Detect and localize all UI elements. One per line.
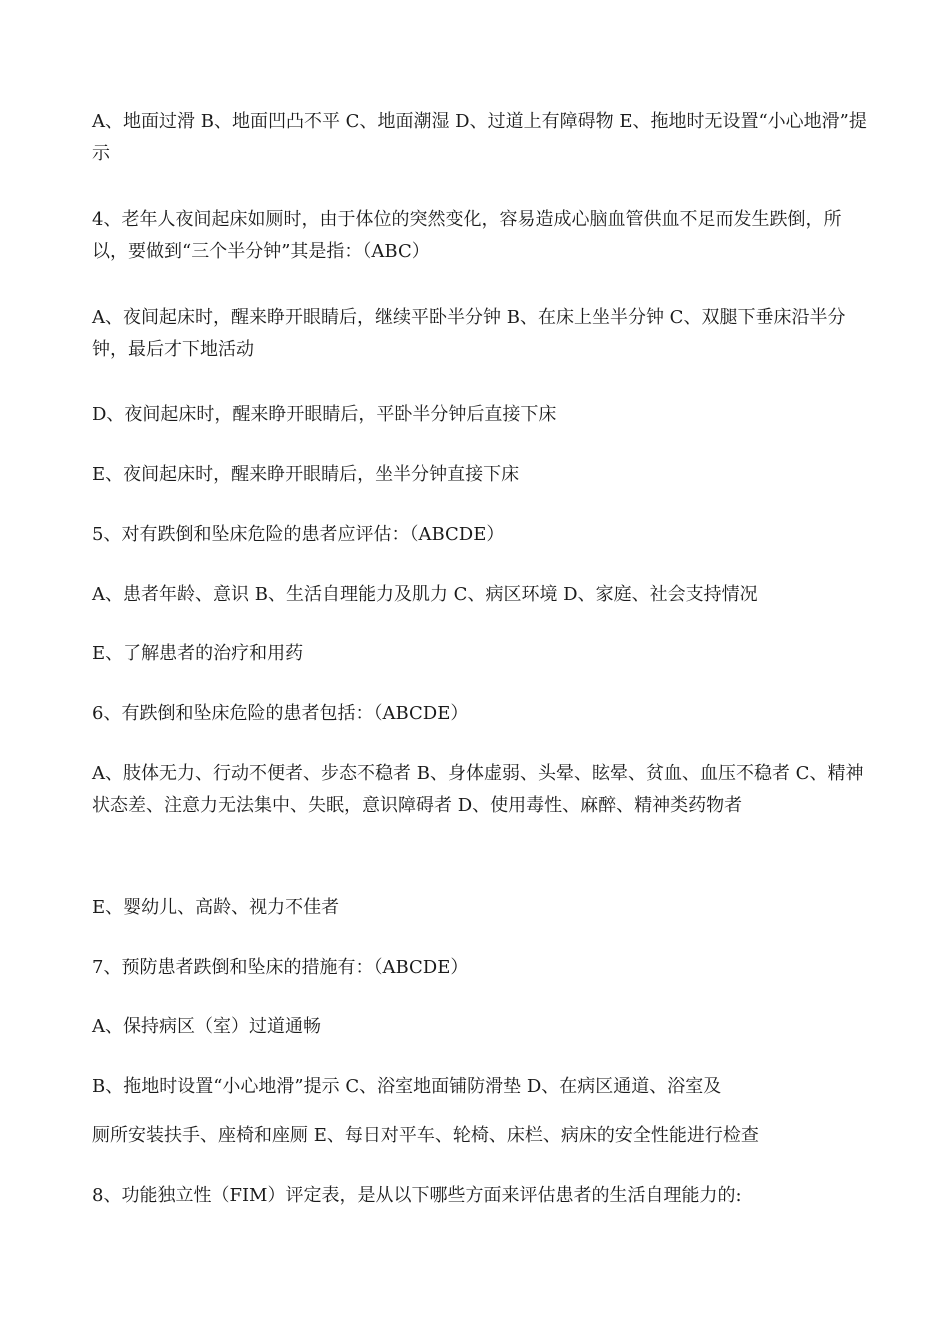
paragraph-15: 厕所安装扶手、座椅和座厕 E、每日对平车、轮椅、床栏、病床的安全性能进行检查	[92, 1125, 759, 1146]
paragraph-2: 4、老年人夜间起床如厕时，由于体位的突然变化，容易造成心脑血管供血不足而发生跌倒，所以，要做到“三个半分钟”其是指：（ABC）	[92, 209, 842, 262]
paragraph-14: B、拖地时设置“小心地滑”提示 C、浴室地面铺防滑垫 D、在病区通道、浴室及	[92, 1076, 722, 1097]
paragraph-3: A、夜间起床时，醒来睁开眼睛后，继续平卧半分钟 B、在床上坐半分钟 C、双腿下垂床沿半分钟，最后才下地活动	[92, 307, 846, 360]
paragraph-10: A、肢体无力、行动不便者、步态不稳者 B、身体虚弱、头晕、眩晕、贫血、血压不稳者 C、精神状态差、注意力无法集中、失眠，意识障碍者 D、使用毒性、麻醉、精神类药物者	[92, 763, 864, 816]
paragraph-5: E、夜间起床时，醒来睁开眼睛后，坐半分钟直接下床	[92, 464, 520, 485]
paragraph-16: 8、功能独立性（FIM）评定表，是从以下哪些方面来评估患者的生活自理能力的:	[92, 1185, 742, 1206]
paragraph-8: E、了解患者的治疗和用药	[92, 643, 304, 664]
paragraph-9: 6、有跌倒和坠床危险的患者包括：（ABCDE）	[92, 703, 469, 724]
paragraph-6: 5、对有跌倒和坠床危险的患者应评估：（ABCDE）	[92, 524, 505, 545]
paragraph-7: A、患者年龄、意识 B、生活自理能力及肌力 C、病区环境 D、家庭、社会支持情况	[92, 584, 758, 605]
paragraph-12: 7、预防患者跌倒和坠床的措施有：（ABCDE）	[92, 957, 469, 978]
paragraph-13: A、保持病区（室）过道通畅	[92, 1016, 321, 1037]
paragraph-11: E、婴幼儿、高龄、视力不佳者	[92, 897, 340, 918]
paragraph-1: A、地面过滑 B、地面凹凸不平 C、地面潮湿 D、过道上有障碍物 E、拖地时无设置“小心地滑”提示	[92, 111, 867, 164]
paragraph-4: D、夜间起床时，醒来睁开眼睛后，平卧半分钟后直接下床	[92, 404, 557, 425]
